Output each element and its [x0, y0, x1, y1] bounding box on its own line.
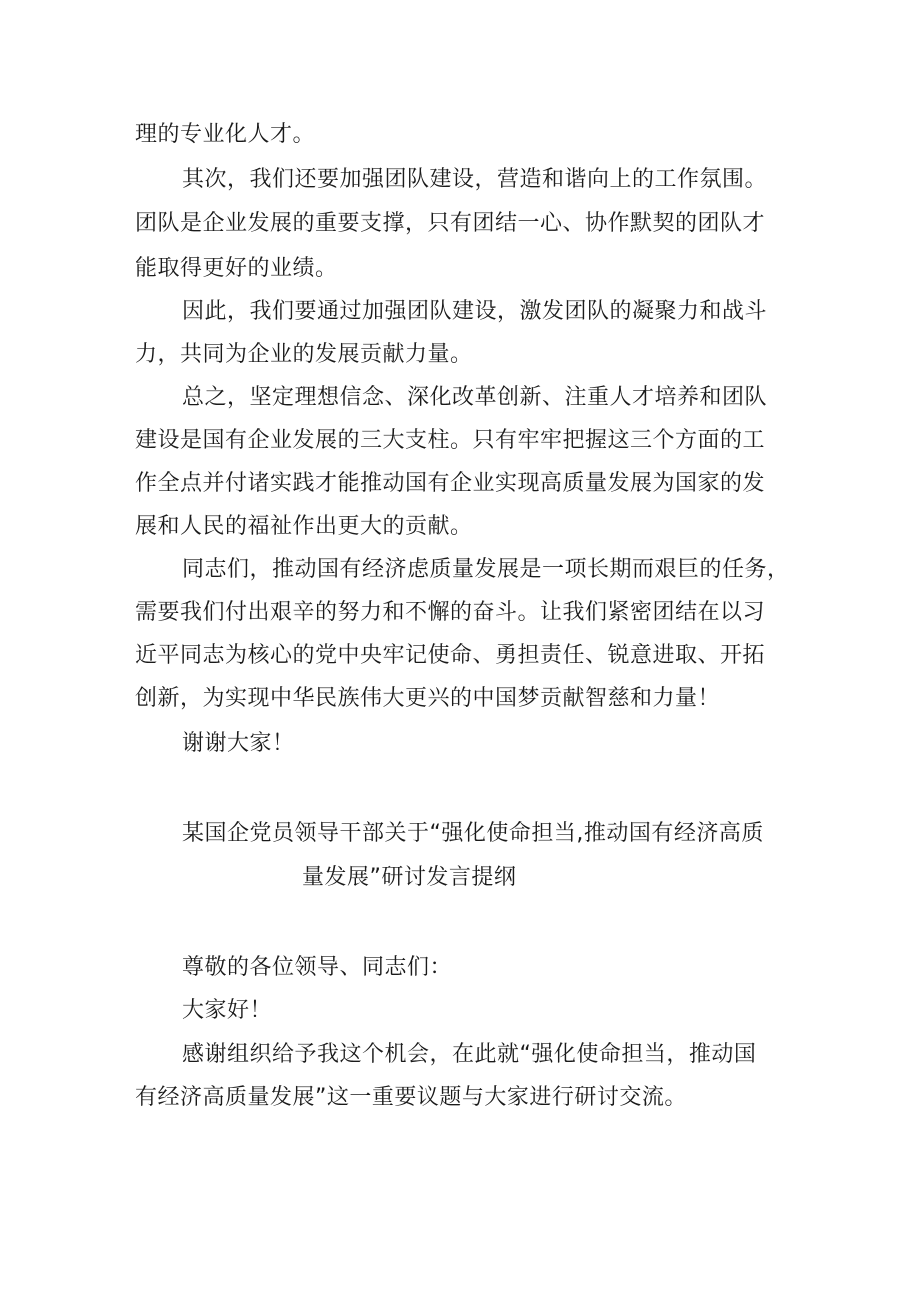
salutation: 尊敬的各位领导、同志们：	[182, 955, 453, 980]
section-title-line-2: 量发展”研讨发言提纲	[302, 865, 517, 890]
greeting: 大家好！	[182, 998, 273, 1023]
paragraph-line: 理的专业化人才。	[135, 122, 316, 147]
paragraph-line: 能取得更好的业绩。	[135, 256, 338, 281]
paragraph-line: 建设是国有企业发展的三大支柱。只有牢牢把握这三个方面的工	[135, 428, 766, 453]
paragraph-line: 近平同志为核心的党中央牢记使命、勇担责任、锐意进取、开拓	[135, 643, 766, 668]
paragraph-line: 作全点并付诸实践才能推动国有企业实现高质量发展为国家的发	[135, 471, 766, 496]
paragraph-line: 感谢组织给予我这个机会，在此就“强化使命担当，推动国	[182, 1042, 757, 1067]
paragraph-line: 因此，我们要通过加强团队建设，激发团队的凝聚力和战斗	[182, 299, 768, 324]
paragraph-line: 创新，为实现中华民族伟大更兴的中国梦贡献智慈和力量！	[135, 686, 721, 711]
paragraph-line: 展和人民的福祉作出更大的贡献。	[135, 514, 473, 539]
paragraph-line: 力，共同为企业的发展贡献力量。	[135, 342, 473, 367]
closing-thanks: 谢谢大家！	[182, 731, 295, 756]
paragraph-line: 有经济高质量发展”这一重要议题与大家进行研讨交流。	[135, 1085, 687, 1110]
section-title-line-1: 某国企党员领导干部关于“强化使命担当,推动国有经济高质	[182, 821, 764, 846]
paragraph-line: 总之，坚定理想信念、深化改革创新、注重人才培养和团队	[182, 385, 768, 410]
paragraph-line: 同志们，推动国有经济虑质量发展是一项长期而艰巨的任务，	[182, 557, 790, 582]
paragraph-line: 团队是企业发展的重要支撑，只有团结一心、协作默契的团队才	[135, 211, 766, 236]
paragraph-line: 其次，我们还要加强团队建设，营造和谐向上的工作氛围。	[182, 167, 768, 192]
paragraph-line: 需要我们付出艰辛的努力和不懈的奋斗。让我们紧密团结在以习	[135, 600, 766, 625]
